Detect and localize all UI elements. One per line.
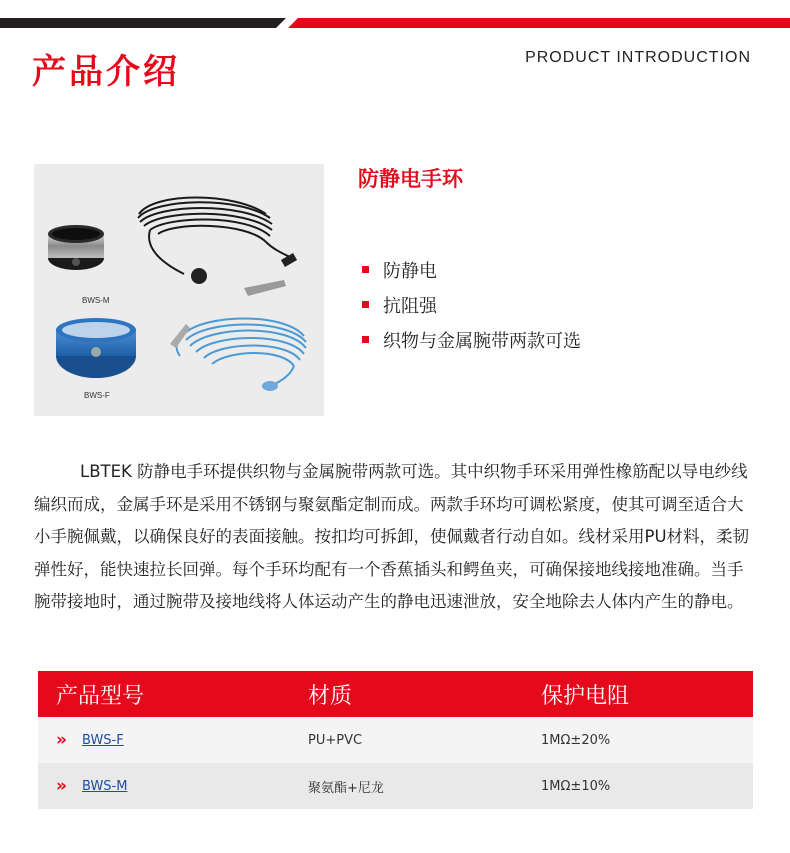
header-resistance: 保护电阻 [541,683,630,709]
blue-coiled-cord [177,319,306,387]
black-coiled-cord [138,198,296,275]
feature-item: 防静电 [362,252,581,287]
spec-table [38,671,753,809]
metal-wristband [48,225,104,270]
material-cell: 聚氨酯+尼龙 [308,780,384,796]
section-subtitle: PRODUCT INTRODUCTION [525,49,751,66]
resistance-cell: 1MΩ±20% [541,732,611,748]
product-description: LBTEK 防静电手环提供织物与金属腕带两款可选。其中织物手环采用弹性橡筋配以导电纱线编织而成，金属手环是采用不锈钢与聚氨酯定制而成。两款手环均可调松紧度，使其可调至适合大小手腕佩戴，以确保良好的表面接触。按扣均可拆卸，使佩戴者行动自如。线材采用PU材料，柔韧弹性好，能快速拉长回弹。每个手环均配有一个香蕉插头和鳄鱼夹，可确保接地线接地准确。当手腕带接地时，通过腕带及接地线将人体运动产生的静电迅速泄放，安全地除去人体内产生的静电。 [34,462,750,611]
section-title: 产品介绍 [32,52,180,92]
spec-table-header [38,671,753,717]
bullet-icon [362,301,369,308]
header-material: 材质 [308,683,353,709]
header-model: 产品型号 [56,683,145,709]
wrist-strap-illustration [34,164,324,416]
bullet-icon [362,266,369,273]
fabric-wristband [56,318,136,378]
table-row [38,717,753,763]
header-band [0,18,790,28]
product-name: 防静电手环 [358,167,463,191]
bullet-icon [362,336,369,343]
feature-item: 织物与金属腕带两款可选 [362,322,581,357]
table-row [38,763,753,809]
model-label-m: BWS-M [82,296,110,305]
product-photo [34,164,324,416]
material-cell: PU+PVC [308,732,363,748]
double-chevron-icon: » [56,776,64,796]
feature-item: 抗阻强 [362,287,581,322]
resistance-cell: 1MΩ±10% [541,778,611,794]
model-label-f: BWS-F [84,391,110,400]
double-chevron-icon: » [56,730,64,750]
model-link-bws-m[interactable]: BWS-M [82,778,128,794]
model-link-bws-f[interactable]: BWS-F [82,732,124,748]
feature-list [362,252,581,357]
